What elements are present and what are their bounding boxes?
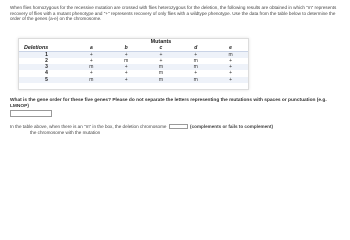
deletion-number: 1 (19, 52, 74, 59)
deletion-mapping-table (18, 38, 249, 90)
result-cell: + (213, 70, 248, 76)
result-cell: m (178, 64, 213, 70)
result-cell: m (144, 70, 179, 76)
complementation-dropdown[interactable] (169, 124, 188, 129)
sentence-part-2: the chromosome with the mutation (30, 129, 101, 135)
result-cell: m (74, 77, 109, 83)
deletions-header: Deletions (24, 45, 49, 51)
result-cell: + (213, 64, 248, 70)
deletion-number: 3 (19, 64, 74, 70)
gene-e-header: e (229, 45, 232, 51)
result-cell: m (109, 58, 144, 64)
dropdown-options-hint: (complements or fails to complement) (190, 124, 274, 129)
result-cell: + (109, 52, 144, 59)
gene-a-header: a (89, 45, 93, 51)
deletion-number: 4 (19, 70, 74, 76)
result-cell: + (74, 70, 109, 76)
result-cell: m (144, 64, 179, 70)
result-cell: + (109, 77, 144, 83)
result-cell: m (144, 77, 179, 83)
result-cell: + (109, 70, 144, 76)
table-row (19, 77, 248, 83)
gene-b-header: b (124, 45, 128, 51)
sentence-part-1: In the table above, when there is an "m" in the box, the deletion chromosome (10, 124, 167, 129)
intro-paragraph: When flies homozygous for the recessive mutation are crossed with flies heterozygous for the deletion, the following results are obtained in which "m" represents recovery of flies with a mutant phenotype and "+" represents recovery of only flies with a wildtype phenotype. Use the data from the table below to determine the order of the genes (a-e) on the chromosome. (10, 5, 337, 22)
result-cell: m (74, 64, 109, 70)
result-cell: + (213, 77, 248, 83)
result-cell: m (213, 52, 248, 59)
result-cell: + (109, 64, 144, 70)
mutants-header: Mutants (150, 39, 172, 45)
result-cell: m (178, 77, 213, 83)
result-cell: + (74, 58, 109, 64)
result-cell: + (74, 52, 109, 59)
gene-order-answer-input[interactable] (10, 110, 52, 117)
result-cell: + (144, 52, 179, 59)
gene-d-header: d (194, 45, 198, 51)
gene-c-header: c (159, 45, 163, 51)
complementation-sentence (10, 124, 340, 136)
deletion-number: 5 (19, 77, 74, 83)
gene-order-question: What is the gene order for these five genes? Please do not separate the letters representing the mutations with spaces or punctuation (e.g. LMNOP) (10, 98, 327, 109)
result-cell: m (178, 58, 213, 64)
result-cell: + (213, 58, 248, 64)
result-cell: + (178, 70, 213, 76)
result-cell: + (178, 52, 213, 59)
deletion-number: 2 (19, 58, 74, 64)
result-cell: + (144, 58, 179, 64)
